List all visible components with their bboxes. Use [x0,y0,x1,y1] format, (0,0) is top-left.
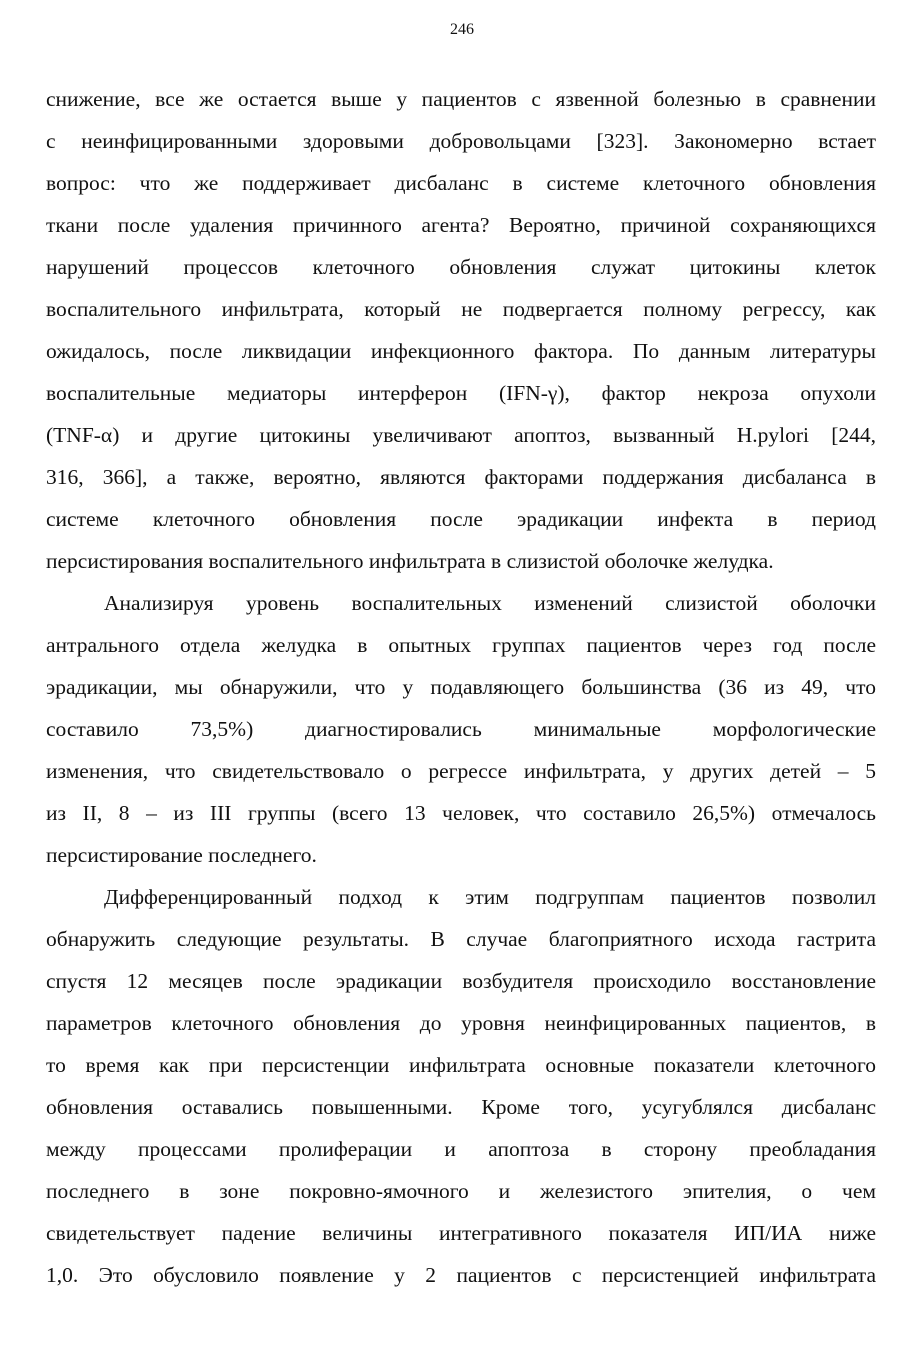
text-line: 316, 366], а также, вероятно, являются факторами поддержания дисбаланса в [46,465,876,489]
text-line: воспалительные медиаторы интерферон (IFN-γ), фактор некроза опухоли [46,381,876,405]
text-line: из II, 8 – из III группы (всего 13 человек, что составило 26,5%) отмечалось [46,801,876,825]
text-line: снижение, все же остается выше у пациентов с язвенной болезнью в сравнении [46,87,876,111]
text-line: ожидалось, после ликвидации инфекционного фактора. По данным литературы [46,339,876,363]
text-line: системе клеточного обновления после эрадикации инфекта в период [46,507,876,531]
text-line: Анализируя уровень воспалительных изменений слизистой оболочки [104,591,876,615]
text-line: с неинфицированными здоровыми добровольцами [323]. Закономерно встает [46,129,876,153]
paragraph-2 [46,582,876,876]
text-line: эрадикации, мы обнаружили, что у подавляющего большинства (36 из 49, что [46,675,876,699]
text-line: свидетельствует падение величины интегративного показателя ИП/ИА ниже [46,1221,876,1245]
text-line: антрального отдела желудка в опытных группах пациентов через год после [46,633,876,657]
text-line: обнаружить следующие результаты. В случае благоприятного исхода гастрита [46,927,876,951]
body-text [46,78,876,1296]
text-line: последнего в зоне покровно-ямочного и железистого эпителия, о чем [46,1179,876,1203]
text-line: параметров клеточного обновления до уровня неинфицированных пациентов, в [46,1011,876,1035]
text-line: воспалительного инфильтрата, который не подвергается полному регрессу, как [46,297,876,321]
text-line: персистирования воспалительного инфильтрата в слизистой оболочке желудка. [46,549,774,573]
text-line: 1,0. Это обусловило появление у 2 пациентов с персистенцией инфильтрата [46,1263,876,1287]
text-line: между процессами пролиферации и апоптоза в сторону преобладания [46,1137,876,1161]
text-line: то время как при персистенции инфильтрата основные показатели клеточного [46,1053,876,1077]
text-line: обновления оставались повышенными. Кроме того, усугублялся дисбаланс [46,1095,876,1119]
text-line: изменения, что свидетельствовало о регрессе инфильтрата, у других детей – 5 [46,759,876,783]
text-line: составило 73,5%) диагностировались минимальные морфологические [46,717,876,741]
page-number: 246 [450,21,474,38]
text-line: Дифференцированный подход к этим подгруппам пациентов позволил [104,885,876,909]
text-line: ткани после удаления причинного агента? Вероятно, причиной сохраняющихся [46,213,876,237]
text-line: вопрос: что же поддерживает дисбаланс в системе клеточного обновления [46,171,876,195]
paragraph-3 [46,876,876,1296]
paragraph-1 [46,78,876,582]
text-line: персистирование последнего. [46,843,317,867]
text-line: спустя 12 месяцев после эрадикации возбудителя происходило восстановление [46,969,876,993]
text-line: (TNF-α) и другие цитокины увеличивают апоптоз, вызванный H.pylori [244, [46,423,876,447]
text-line: нарушений процессов клеточного обновления служат цитокины клеток [46,255,876,279]
